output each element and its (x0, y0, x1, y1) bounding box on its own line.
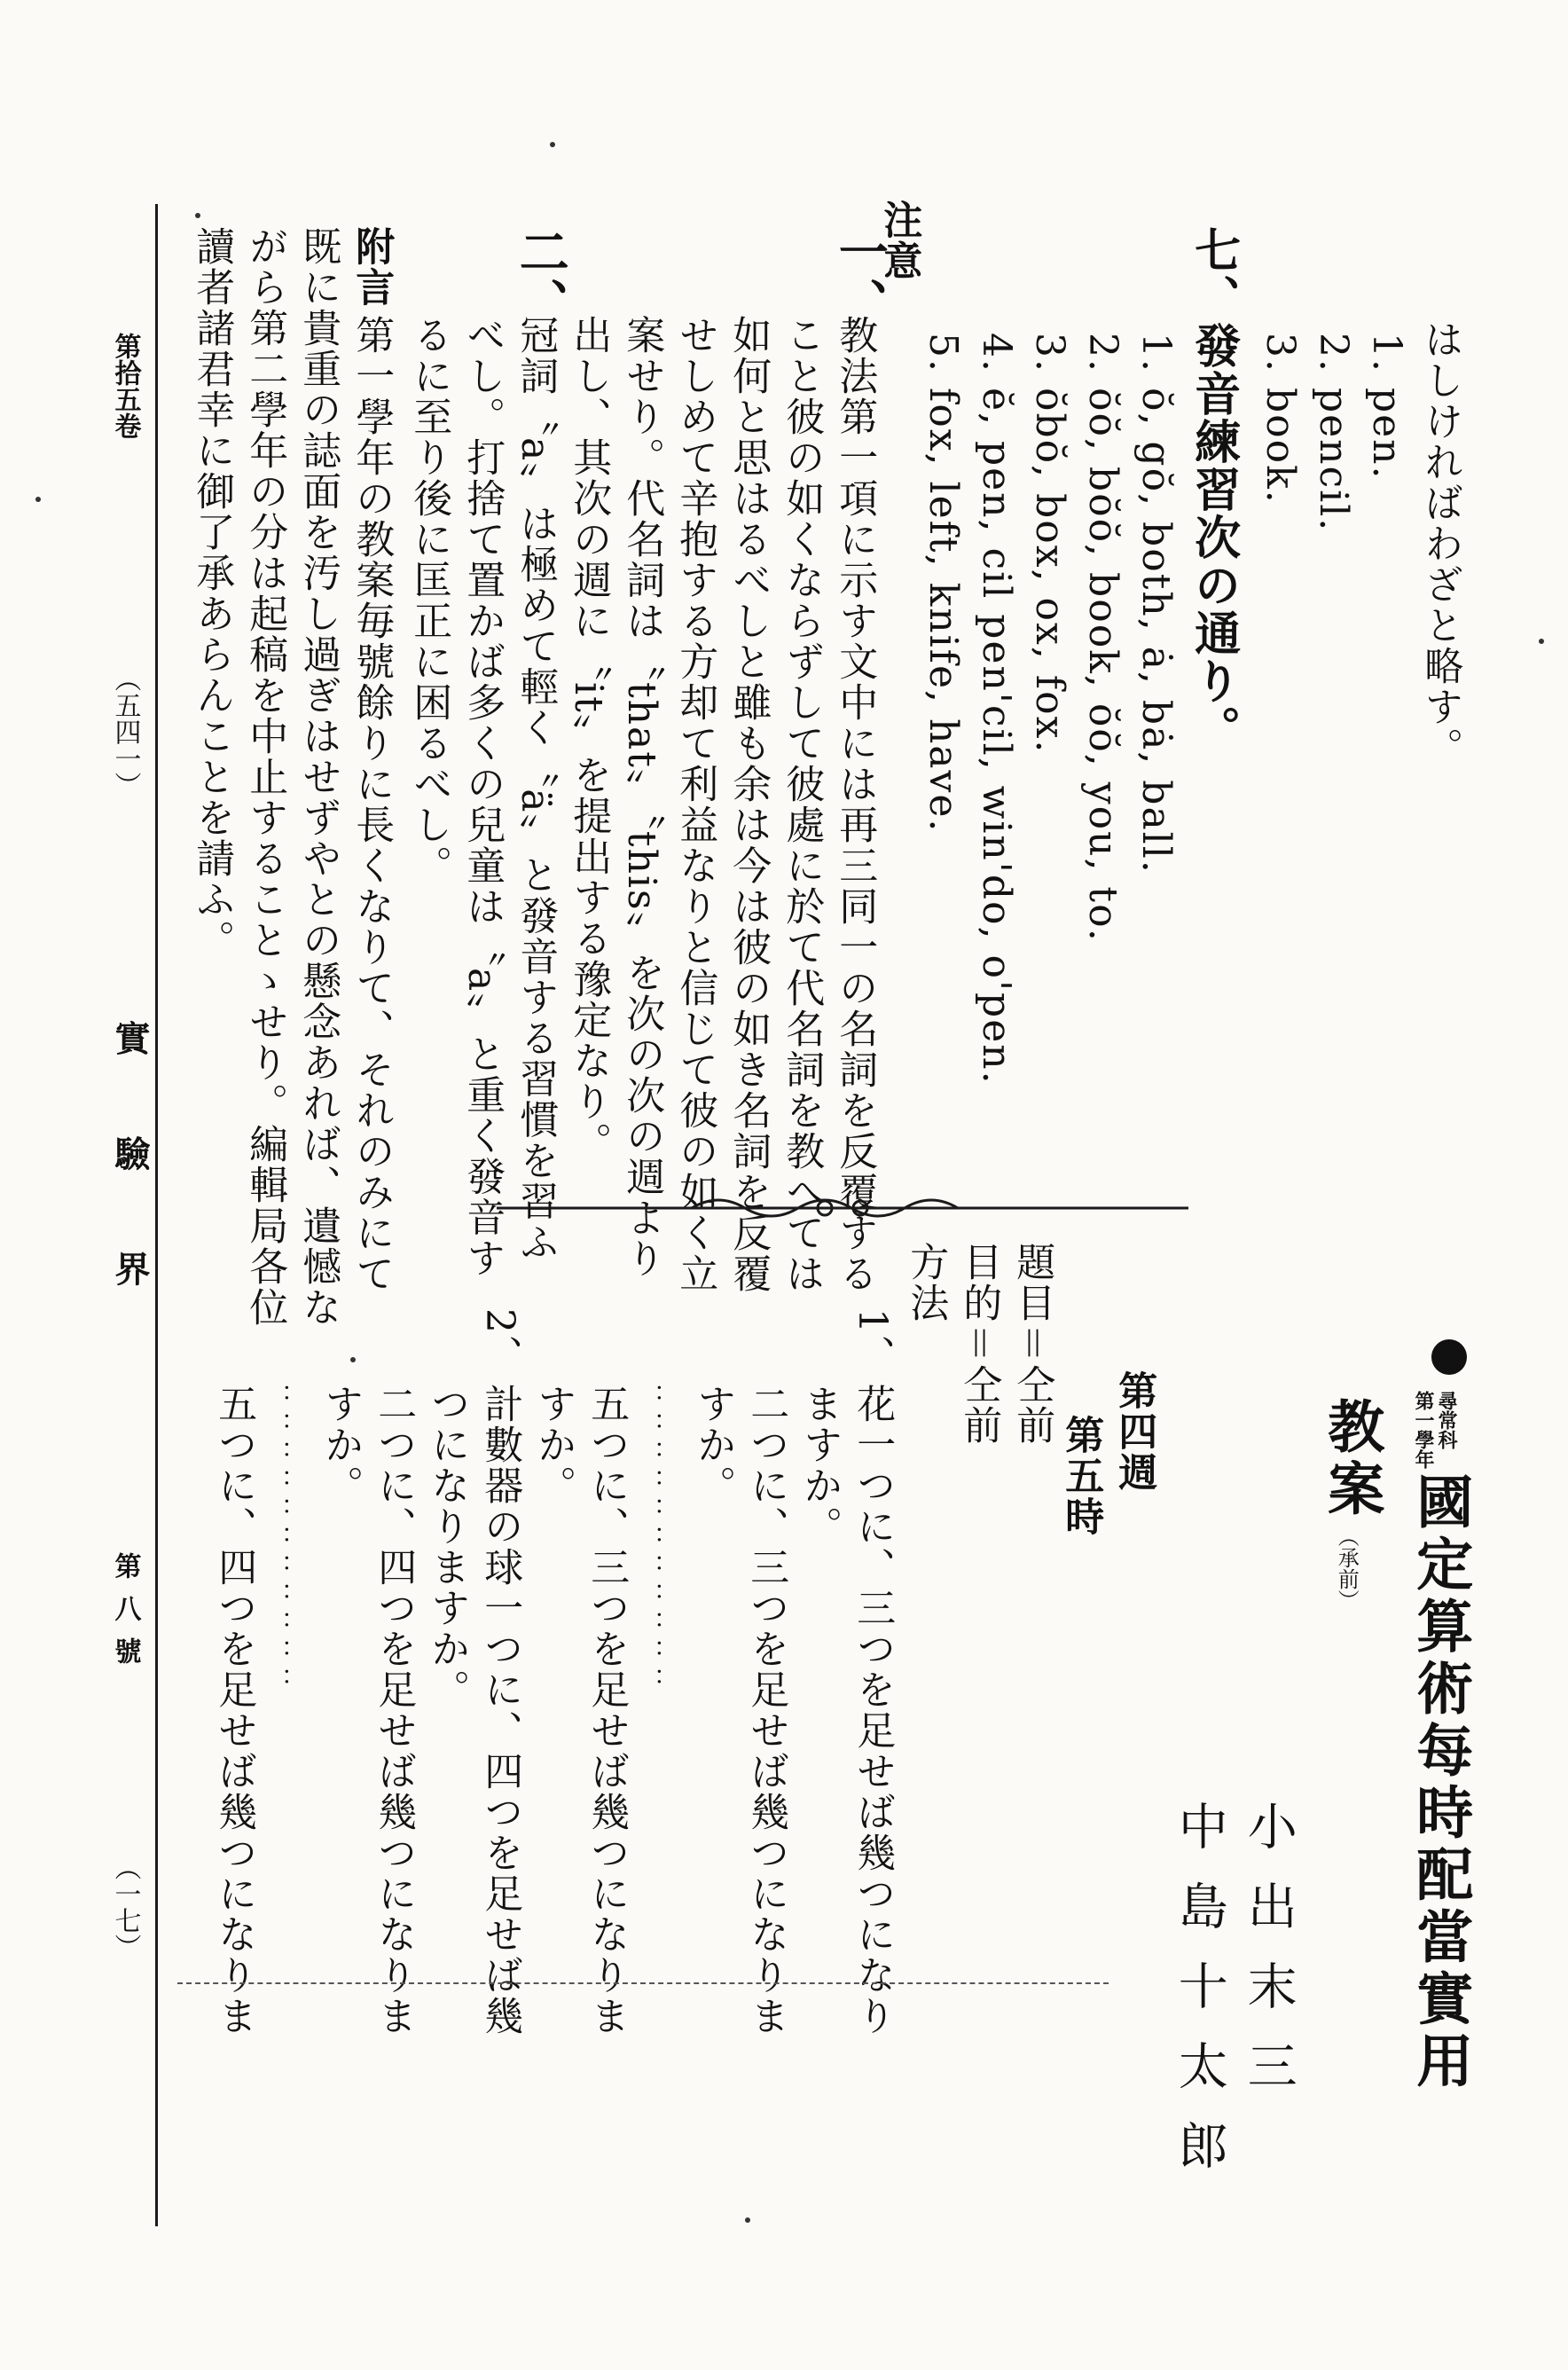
method-line: 花一つに、三つを足せば幾つになり (850, 1384, 896, 2036)
ellipsis-line: ：：：：：：：：：：： (637, 1384, 667, 1696)
journal-name: 實驗界 (109, 1020, 151, 1366)
method-line: ますか。 (796, 1384, 843, 1547)
section-7-item: 1. ŏ, gŏ, both, ȧ, bȧ, ball. (1133, 333, 1180, 875)
volume-label: 第拾五卷 (109, 333, 141, 439)
note-1-line: 教法第一項に示す文中には再三同一の名詞を反覆する (832, 315, 878, 1294)
speck (195, 213, 200, 218)
cumulative-page: （五四一） (109, 665, 141, 798)
appendix-line: 既に貴重の誌面を汚し過ぎはせずやとの懸念あれば、遺憾な (295, 226, 341, 1328)
appendix-line: 讀者諸君幸に御了承あらんことを請ふ。 (189, 226, 235, 961)
list-item: 3. book. (1258, 333, 1304, 505)
note-1-line: 案せり。代名詞は〝that〞〝this〞を次の次の週より (619, 315, 665, 1279)
note-1-line: 出し、其次の週に〝it〞を提出する豫定なり。 (566, 315, 612, 1163)
method-line: すか。 (690, 1384, 736, 1506)
intro-line: はしければわざと略す。 (1417, 319, 1463, 768)
note-2-line: るに至り後に匡正に困るべし。 (406, 315, 452, 886)
section-7-item: 3. ŏbŏ, box, ox, fox. (1027, 333, 1073, 755)
method-line: すか。 (318, 1384, 364, 1506)
note-2-mark: 二、 (511, 226, 570, 329)
speck (35, 497, 41, 502)
purpose-line: 目的＝仝前 (956, 1242, 1002, 1446)
issue-label: 第八號 (109, 1552, 141, 1680)
note-2-line: べし。打捨て置かば多くの兒童は〝a〞と重く發音す (459, 315, 506, 1279)
title-bullet (1419, 1339, 1478, 1382)
bullet-icon (1431, 1339, 1467, 1375)
note-1-line: こと彼の如くならずして彼處に於て代名詞を教へては (779, 315, 825, 1294)
note-2-line: 冠詞〝a〞は極めて輕く〝ä〞と發音する習慣を習ふ (513, 315, 559, 1263)
author-1: 小出末三 (1239, 1801, 1298, 2120)
page-number: （一七） (109, 1854, 141, 1960)
period-label: 第五時 (1058, 1415, 1104, 1537)
note-1-mark: 一、 (830, 226, 890, 329)
speck (350, 1357, 356, 1362)
ornamental-divider (497, 1189, 1188, 1228)
note-1-line: 如何と思はるべしと雖も余は今は彼の如き名詞を反覆 (725, 315, 772, 1294)
appendix-heading: 附言 (349, 226, 395, 308)
margin-rule (155, 204, 158, 2226)
method-line: 二つに、四つを足せば幾つになりま (371, 1384, 417, 2036)
week-label: 第四週 (1111, 1370, 1157, 1493)
speck (745, 2217, 750, 2223)
page-title: 國定算術每時配當實用 (1407, 1472, 1474, 2093)
list-item: 2. pencil. (1311, 333, 1357, 533)
list-item: 1. pen. (1364, 333, 1410, 481)
dashed-rule (177, 1982, 1109, 1984)
note-1-line: せしめて辛抱する方却て利益なりと信じて彼の如く立 (672, 315, 718, 1294)
method-heading: 方法 (903, 1242, 949, 1323)
section-7-item: 2. ŏŏ, bŏŏ, book, ŏŏ, you, to. (1080, 333, 1126, 943)
appendix-line: 第一學年の教案毎號餘りに長くなりて、それのみにて (349, 315, 395, 1294)
author-2: 中島十太郎 (1170, 1801, 1228, 2200)
method-line: 五つに、三つを足せば幾つになりま (584, 1384, 630, 2036)
grade-subtitle-1: 尋常科 (1435, 1391, 1458, 1449)
notes-heading: 注意 (876, 200, 922, 281)
method-line: 二つに、三つを足せば幾つになりま (743, 1384, 789, 2036)
grade-subtitle-2: 第一學年 (1412, 1391, 1435, 1469)
topic-line: 題目＝仝前 (1009, 1242, 1055, 1446)
section-7-item: 5. fox, left, knife, have. (921, 333, 967, 834)
ellipsis-line: ：：：：：：：：：：： (264, 1384, 294, 1696)
method-line: すか。 (530, 1384, 576, 1506)
section-7-item: 4. ĕ, pen, cil pen'cil, win'do, o'pen. (974, 333, 1020, 1086)
item-number: 2、 (477, 1308, 523, 1376)
method-line: 計數器の球一つに、四つを足せば幾 (477, 1384, 523, 2036)
method-line: つになりますか。 (424, 1384, 470, 1710)
section-7-heading: 七、發音練習次の通り。 (1186, 226, 1241, 753)
method-line: 五つに、四つを足せば幾つになりま (211, 1384, 257, 2036)
item-number: 1、 (850, 1308, 896, 1376)
page-title-2: 教案 (1318, 1397, 1385, 1521)
appendix-line: がら第二學年の分は起稿を中止することゝせり。編輯局各位 (242, 226, 288, 1328)
speck (1539, 639, 1544, 644)
continued-mark: （承前） (1334, 1526, 1360, 1611)
speck (550, 142, 555, 147)
